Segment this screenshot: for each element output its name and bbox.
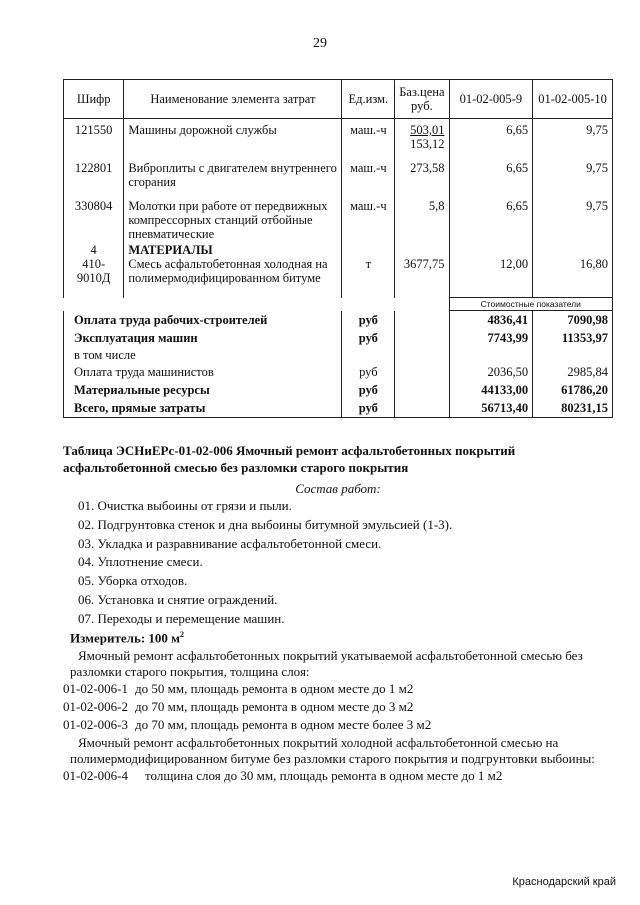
- summary-row: [64, 381, 613, 399]
- table-row: [64, 119, 613, 152]
- list-item: 01. Очистка выбоины от грязи и пыли.: [78, 498, 292, 513]
- row-value-2: 9,75: [533, 189, 613, 241]
- page-number: 29: [313, 36, 327, 51]
- summary-unit: [342, 347, 395, 363]
- table-row: [64, 151, 613, 189]
- summary-value-2: 11353,97: [533, 329, 613, 347]
- summary-value-2: 61786,20: [533, 381, 613, 399]
- summary-value-1: 44133,00: [449, 381, 533, 399]
- row-section-code: 4: [90, 243, 97, 257]
- summary-name: Материальные ресурсы: [64, 381, 342, 399]
- row-code: 121550: [64, 119, 124, 152]
- row-code: 122801: [64, 151, 124, 189]
- summary-name: Оплата труда рабочих-строителей: [64, 311, 342, 330]
- item-code: 01-02-006-3: [63, 717, 128, 732]
- summary-header-spacer: [64, 298, 450, 311]
- item-text: до 70 мм, площадь ремонта в одном месте до 3 м2: [135, 699, 414, 714]
- footer-region: Краснодарский край: [512, 876, 616, 888]
- item-text: до 50 мм, площадь ремонта в одном месте до 1 м2: [135, 681, 414, 696]
- item-text: до 70 мм, площадь ремонта в одном месте более 3 м2: [135, 717, 432, 732]
- header-name: Наименование элемента затрат: [124, 80, 342, 119]
- summary-row: [64, 329, 613, 347]
- table-row: [64, 241, 613, 298]
- summary-unit: руб: [342, 329, 395, 347]
- table-header-row: [64, 80, 613, 119]
- summary-row: [64, 363, 613, 381]
- header-price: Баз.цена руб.: [395, 80, 449, 119]
- row-price: 503,01: [410, 123, 445, 137]
- header-unit: Ед.изм.: [342, 80, 395, 119]
- item-code: 01-02-006-4: [63, 768, 128, 783]
- list-item: 02. Подгрунтовка стенок и дна выбоины битумной эмульсией (1-3).: [78, 516, 453, 532]
- list-item: [63, 716, 431, 734]
- row-code: 410-9010Д: [76, 257, 111, 285]
- works-heading: Состав работ:: [295, 481, 381, 496]
- summary-value-1: 4836,41: [449, 311, 533, 330]
- summary-value-2: 80231,15: [533, 399, 613, 418]
- row-value-2: 9,75: [533, 119, 613, 152]
- paragraph-line: Ямочный ремонт асфальтобетонных покрытий укатываемой асфальтобетонной смесью без: [78, 648, 583, 663]
- list-item: 06. Установка и снятие ограждений.: [78, 591, 278, 607]
- row-unit: маш.-ч: [342, 189, 395, 241]
- list-item: 04. Уплотнение смеси.: [78, 554, 203, 570]
- row-price: 5,8: [395, 189, 449, 241]
- summary-empty: [395, 347, 449, 363]
- header-col2: 01-02-005-10: [533, 80, 613, 119]
- list-item: 07. Переходы и перемещение машин.: [78, 610, 285, 626]
- summary-value-1: 56713,40: [449, 399, 533, 418]
- summary-empty: [395, 399, 449, 418]
- table-title: Таблица ЭСНиЕРс-01-02-006 Ямочный ремонт асфальтобетонных покрытий асфальтобетонной смесью без разломки старого покрытия: [63, 443, 516, 475]
- paragraph-line: разломки старого покрытия, толщина слоя:: [70, 664, 310, 679]
- summary-value-2: [533, 347, 613, 363]
- row-value-2: 16,80: [533, 241, 613, 298]
- paragraph-line: Ямочный ремонт асфальтобетонных покрытий холодной асфальтобетонной смесью на: [78, 735, 559, 750]
- summary-value-2: 7090,98: [533, 311, 613, 330]
- list-item: 03. Укладка и разравнивание асфальтобетонной смеси.: [78, 535, 382, 551]
- summary-name: Всего, прямые затраты: [64, 399, 342, 418]
- item-code: 01-02-006-1: [63, 681, 128, 696]
- row-value-1: 6,65: [449, 189, 533, 241]
- row-value-1: 6,65: [449, 151, 533, 189]
- header-code: Шифр: [64, 80, 124, 119]
- summary-value-1: [449, 347, 533, 363]
- summary-value-1: 7743,99: [449, 329, 533, 347]
- row-name-cell: [124, 241, 342, 298]
- row-name: Машины дорожной службы: [124, 119, 342, 152]
- row-price-secondary: 153,12: [410, 137, 445, 151]
- row-name: Виброплиты с двигателем внутреннего сгорания: [124, 151, 342, 189]
- summary-value-1: 2036,50: [449, 363, 533, 381]
- summary-empty: [395, 381, 449, 399]
- row-value-1: 12,00: [449, 241, 533, 298]
- summary-name: Оплата труда машинистов: [64, 363, 342, 381]
- row-price-cell: [395, 119, 449, 152]
- row-unit: маш.-ч: [342, 151, 395, 189]
- works-list: [78, 497, 452, 629]
- meter-superscript: 2: [180, 630, 185, 639]
- summary-name: Эксплуатация машин: [64, 329, 342, 347]
- section-heading: МАТЕРИАЛЫ: [128, 243, 213, 257]
- paragraph-2: [70, 735, 618, 767]
- cost-table: [63, 79, 613, 418]
- list-item: 05. Уборка отходов.: [78, 573, 188, 589]
- row-price: 3677,75: [395, 241, 449, 298]
- paragraph-1: [70, 648, 618, 680]
- summary-header-row: [64, 298, 613, 311]
- summary-empty: [395, 329, 449, 347]
- summary-empty: [395, 363, 449, 381]
- item-code: 01-02-006-2: [63, 699, 128, 714]
- row-unit: т: [342, 241, 395, 298]
- summary-row: [64, 347, 613, 363]
- summary-unit: руб: [342, 311, 395, 330]
- meter-line: [70, 630, 630, 646]
- summary-unit: руб: [342, 363, 395, 381]
- table-row: [64, 189, 613, 241]
- summary-unit: руб: [342, 399, 395, 418]
- summary-name: в том числе: [64, 347, 342, 363]
- summary-header: Стоимостные показатели: [449, 298, 612, 311]
- row-name: Молотки при работе от передвижных компрессорных станций отбойные пневматические: [124, 189, 342, 241]
- row-code-cell: [64, 241, 124, 298]
- row-price: 273,58: [395, 151, 449, 189]
- row-code: 330804: [64, 189, 124, 241]
- summary-row: [64, 399, 613, 418]
- row-unit: маш.-ч: [342, 119, 395, 152]
- summary-row: [64, 311, 613, 330]
- summary-empty: [395, 311, 449, 330]
- meter-label: Измеритель: 100 м: [70, 630, 181, 646]
- summary-unit: руб: [342, 381, 395, 399]
- item-text: толщина слоя до 30 мм, площадь ремонта в одном месте до 1 м2: [145, 768, 503, 783]
- summary-value-2: 2985,84: [533, 363, 613, 381]
- list-item: [63, 680, 413, 698]
- paragraph-line: полимермодифицированном битуме без разломки старого покрытия и подгрунтовки выбоины:: [70, 751, 595, 766]
- list-item: [63, 698, 413, 716]
- row-value-1: 6,65: [449, 119, 533, 152]
- row-value-2: 9,75: [533, 151, 613, 189]
- row-name: Смесь асфальтобетонная холодная на полимермодифицированном битуме: [128, 257, 328, 285]
- list-item: [63, 767, 502, 785]
- header-col1: 01-02-005-9: [449, 80, 533, 119]
